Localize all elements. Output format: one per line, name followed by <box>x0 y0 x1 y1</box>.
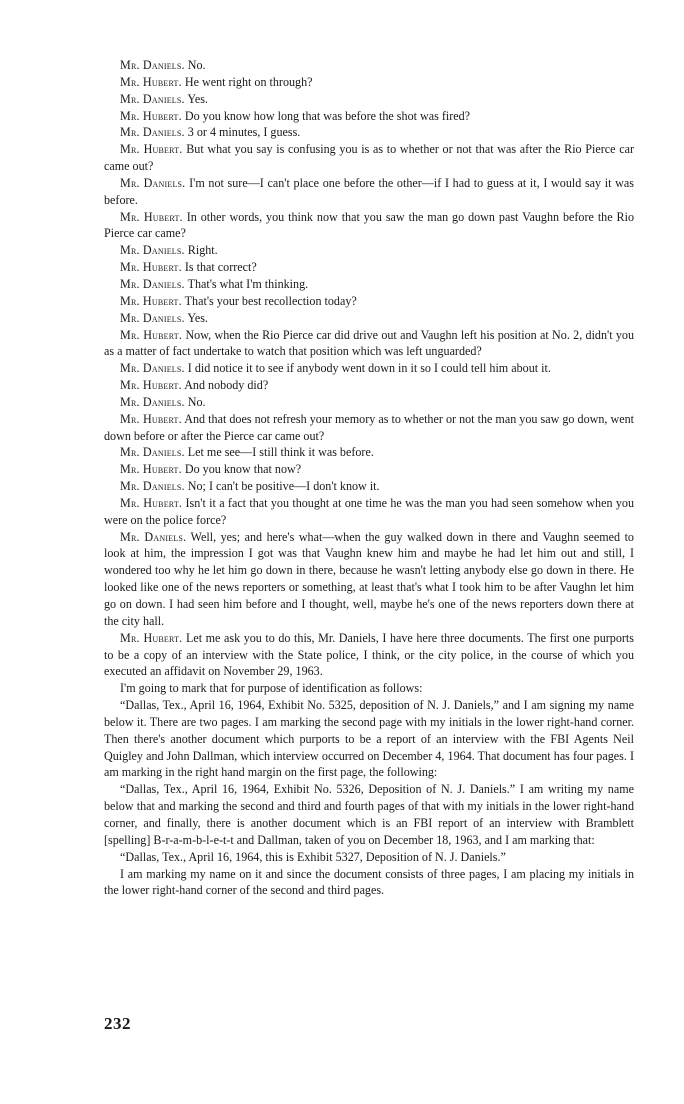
paragraph-text: Do you know how long that was before the shot was fired? <box>184 108 471 123</box>
paragraph-text: No. <box>187 58 206 72</box>
testimony-paragraph <box>104 108 634 125</box>
speaker-label: Mr. Daniels. <box>120 91 185 106</box>
paragraph-text: I did notice it to see if anybody went down in it so I could tell him about it. <box>187 361 551 376</box>
paragraph-text: And that does not refresh your memory as to whether or not the man you saw go down, went down before or after the Pierce car came out? <box>104 411 634 443</box>
speaker-label: Mr. Daniels. <box>120 276 185 291</box>
paragraph-text: Well, yes; and here's what—when the guy walked down in there and Vaughn seemed to look at him, the impression I got was that Vaughn knew him and maybe he had let him out and still, I wondered too why he let him go down in there, because he wasn't letting anybody else go down in there. He looked like one of the news reporters or something, at least that's what I took him to be after Vaughn let him go on down. I had seen him before and I thought, well, maybe he's one of the news reporters down there at the city hall. <box>104 529 634 628</box>
testimony-paragraph <box>104 630 634 681</box>
narrative-paragraph <box>104 697 634 781</box>
narrative-paragraph <box>104 849 634 866</box>
speaker-label: Mr. Hubert. <box>120 411 182 426</box>
speaker-label: Mr. Hubert. <box>120 495 183 510</box>
paragraph-text: Yes. <box>187 91 208 106</box>
testimony-paragraph <box>104 276 634 293</box>
speaker-label: Mr. Hubert. <box>120 327 183 342</box>
paragraph-text: I am marking my name on it and since the document consists of three pages, I am placing my initials in the lower right-hand corner of the second and third pages. <box>104 866 634 898</box>
speaker-label: Mr. Hubert. <box>120 630 183 645</box>
paragraph-text: “Dallas, Tex., April 16, 1964, this is Exhibit 5327, Deposition of N. J. Daniels.” <box>120 849 506 864</box>
paragraph-text: I'm not sure—I can't place one before the other—if I had to guess at it, I would say it was before. <box>104 175 634 207</box>
speaker-label: Mr. Hubert. <box>120 209 183 224</box>
speaker-label: Mr. Daniels. <box>120 175 186 190</box>
testimony-paragraph <box>104 411 634 445</box>
speaker-label: Mr. Daniels. <box>120 529 187 544</box>
testimony-paragraph <box>104 394 634 411</box>
paragraph-text: Right. <box>187 243 218 258</box>
speaker-label: Mr. Hubert. <box>120 108 182 123</box>
paragraph-text: That's your best recollection today? <box>184 293 357 308</box>
testimony-paragraph <box>104 57 634 74</box>
speaker-label: Mr. Hubert. <box>120 142 183 157</box>
testimony-paragraph <box>104 478 634 495</box>
paragraph-text: No. <box>187 394 206 409</box>
transcript-body <box>104 57 634 899</box>
narrative-paragraph <box>104 781 634 848</box>
testimony-paragraph <box>104 360 634 377</box>
testimony-paragraph <box>104 124 634 141</box>
paragraph-text: Let me see—I still think it was before. <box>187 445 374 460</box>
testimony-paragraph <box>104 327 634 361</box>
paragraph-text: In other words, you think now that you saw the man go down past Vaughn before the Rio Pierce car came? <box>104 209 635 241</box>
testimony-paragraph <box>104 444 634 461</box>
speaker-label: Mr. Daniels. <box>120 445 185 460</box>
testimony-paragraph <box>104 495 634 529</box>
speaker-label: Mr. Hubert. <box>120 378 182 393</box>
paragraph-text: Isn't it a fact that you thought at one time he was the man you had seen somehow when you were on the police force? <box>104 495 634 527</box>
speaker-label: Mr. Daniels. <box>120 125 185 140</box>
testimony-paragraph <box>104 461 634 478</box>
speaker-label: Mr. Hubert. <box>120 74 182 89</box>
paragraph-text: Is that correct? <box>184 260 257 275</box>
testimony-paragraph <box>104 209 634 243</box>
speaker-label: Mr. Hubert. <box>120 293 182 308</box>
speaker-label: Mr. Daniels. <box>120 58 185 72</box>
paragraph-text: Let me ask you to do this, Mr. Daniels, I have here three documents. The first one purports to be a copy of an interview with the State police, I think, or the city police, in the course of which you executed an affidavit on November 29, 1963. <box>104 630 634 679</box>
testimony-paragraph <box>104 242 634 259</box>
testimony-paragraph <box>104 175 634 209</box>
paragraph-text: Yes. <box>187 310 208 325</box>
paragraph-text: “Dallas, Tex., April 16, 1964, Exhibit No. 5325, deposition of N. J. Daniels,” and I am signing my name below it. There are two pages. I am marking the second page with my initials in the lower right-hand corner. Then there's another document which purports to be a report of an interview with the FBI Agents Neil Quigley and John Dallman, which interview occurred on December 4, 1964. That document has four pages. I am marking in the right hand margin on the first page, the following: <box>104 698 634 780</box>
paragraph-text: That's what I'm thinking. <box>187 276 309 291</box>
speaker-label: Mr. Daniels. <box>120 310 185 325</box>
testimony-paragraph <box>104 74 634 91</box>
testimony-paragraph <box>104 259 634 276</box>
paragraph-text: Now, when the Rio Pierce car did drive out and Vaughn left his position at No. 2, didn't you as a matter of fact undertake to watch that position which was left unguarded? <box>104 327 635 359</box>
speaker-label: Mr. Daniels. <box>120 243 185 258</box>
testimony-paragraph <box>104 141 634 175</box>
paragraph-text: “Dallas, Tex., April 16, 1964, Exhibit No. 5326, Deposition of N. J. Daniels.” I am writing my name below that and marking the second and third and fourth pages of that with my initials in the lower right-hand corner, and finally, there is another document which is an FBI report of an interview with Bramblett [spelling] B-r-a-m-b-l-e-t-t and Dallman, taken of you on December 18, 1963, and I am marking that: <box>104 782 634 847</box>
paragraph-text: 3 or 4 minutes, I guess. <box>187 125 301 140</box>
speaker-label: Mr. Daniels. <box>120 394 185 409</box>
paragraph-text: I'm going to mark that for purpose of identification as follows: <box>120 681 423 696</box>
testimony-paragraph <box>104 310 634 327</box>
paragraph-text: And nobody did? <box>184 378 269 393</box>
speaker-label: Mr. Daniels. <box>120 361 185 376</box>
speaker-label: Mr. Hubert. <box>120 260 182 275</box>
paragraph-text: No; I can't be positive—I don't know it. <box>187 479 380 494</box>
narrative-paragraph <box>104 680 634 697</box>
paragraph-text: He went right on through? <box>184 74 313 89</box>
page-number: 232 <box>104 1014 131 1033</box>
testimony-paragraph <box>104 293 634 310</box>
speaker-label: Mr. Daniels. <box>120 479 185 494</box>
speaker-label: Mr. Hubert. <box>120 462 182 477</box>
testimony-paragraph <box>104 91 634 108</box>
paragraph-text: But what you say is confusing you is as to whether or not that was after the Rio Pierce car came out? <box>104 142 634 174</box>
narrative-paragraph <box>104 866 634 900</box>
testimony-paragraph <box>104 529 634 630</box>
paragraph-text: Do you know that now? <box>184 462 302 477</box>
testimony-paragraph <box>104 377 634 394</box>
